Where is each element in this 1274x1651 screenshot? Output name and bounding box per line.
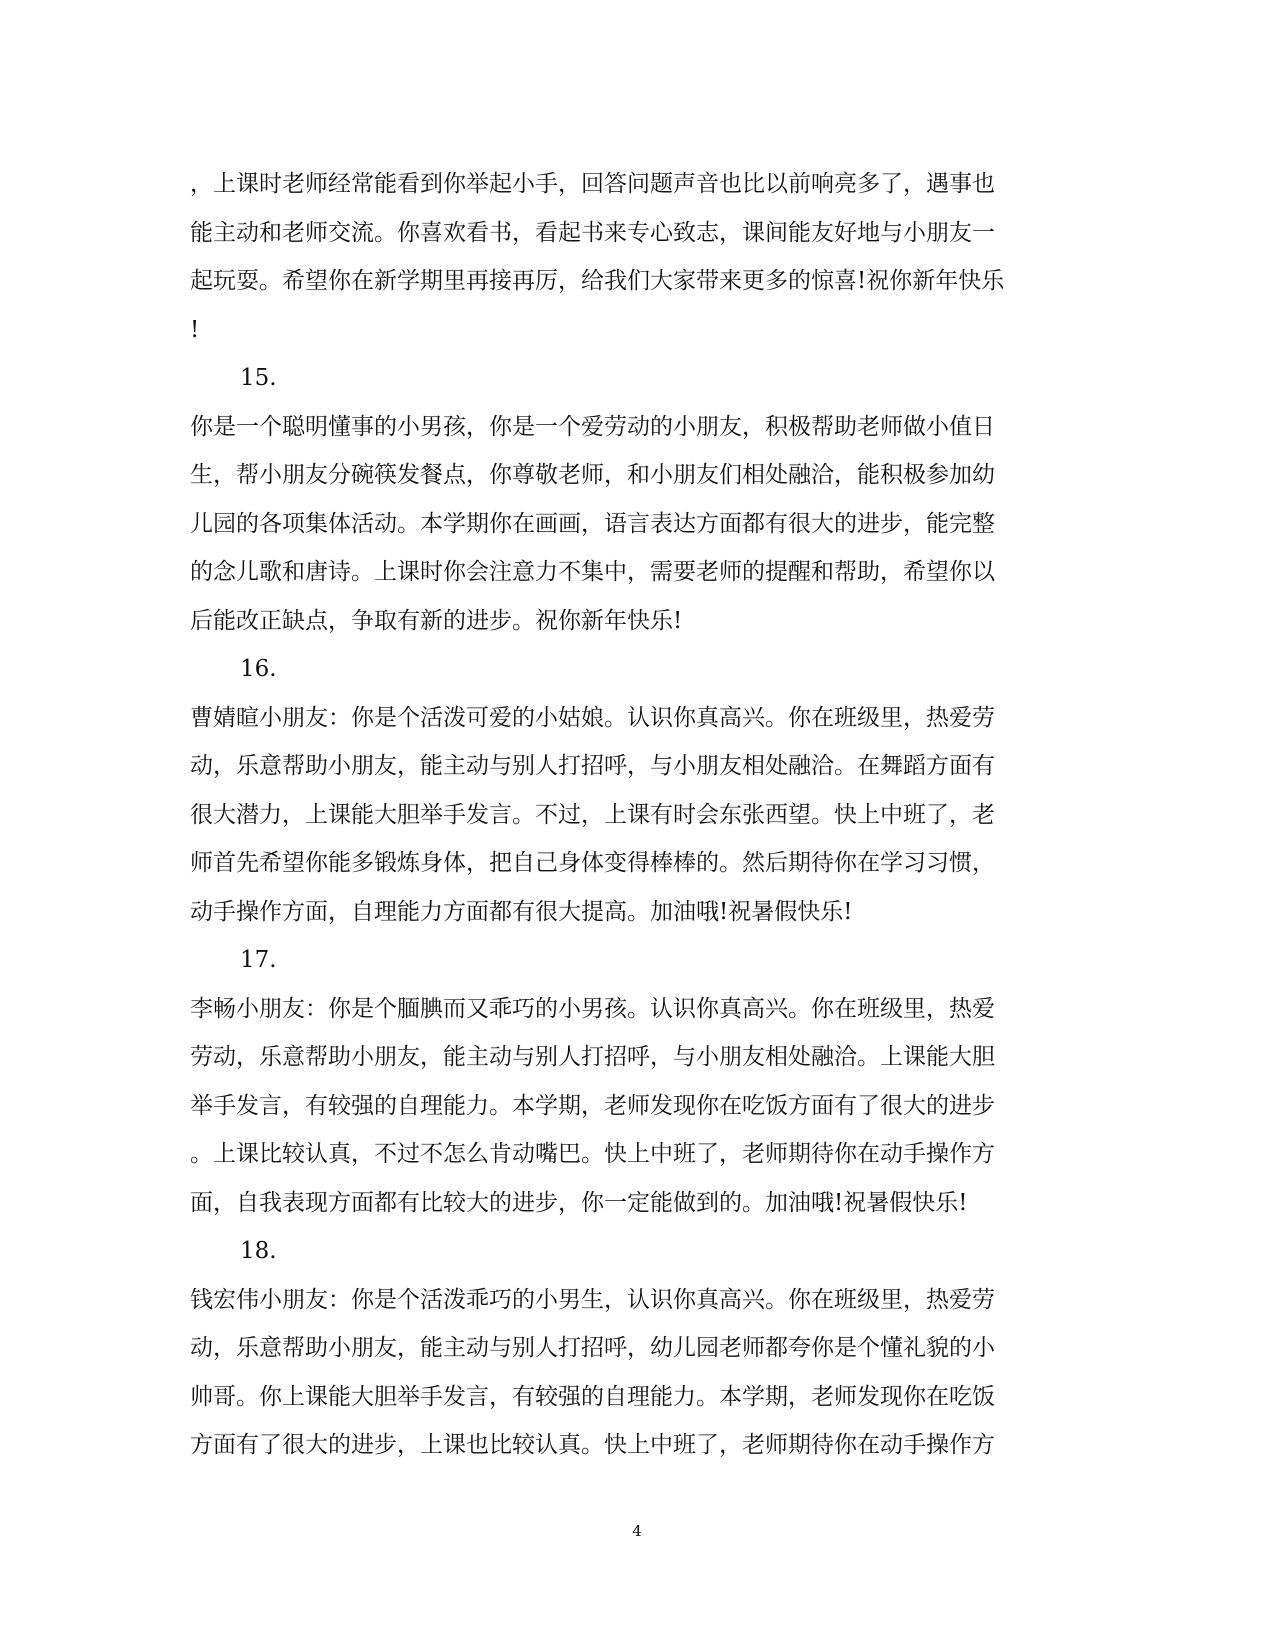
text-line: 动手操作方面，自理能力方面都有很大提高。加油哦!祝暑假快乐! [190,898,853,925]
item-number: 17. [240,947,277,973]
text-line: 后能改正缺点，争取有新的进步。祝你新年快乐! [190,607,683,634]
item-number: 15. [240,365,277,391]
text-line: 举手发言，有较强的自理能力。本学期，老师发现你在吃饭方面有了很大的进步 [190,1092,995,1119]
text-line: 曹婧暄小朋友：你是个活泼可爱的小姑娘。认识你真高兴。你在班级里，热爱劳 [190,704,995,731]
text-line: 师首先希望你能多锻炼身体，把自己身体变得棒棒的。然后期待你在学习习惯， [190,850,995,876]
text-line: 动，乐意帮助小朋友，能主动与别人打招呼，幼儿园老师都夸你是个懂礼貌的小 [190,1335,995,1361]
text-line: 动，乐意帮助小朋友，能主动与别人打招呼，与小朋友相处融洽。在舞蹈方面有 [190,753,995,779]
text-line: 李畅小朋友：你是个腼腆而又乖巧的小男孩。认识你真高兴。你在班级里，热爱 [190,995,995,1022]
text-line: 。上课比较认真，不过不怎么肯动嘴巴。快上中班了，老师期待你在动手操作方 [190,1141,995,1167]
text-line: 你是一个聪明懂事的小男孩，你是一个爱劳动的小朋友，积极帮助老师做小值日 [190,413,995,440]
item-number: 18. [240,1238,277,1264]
text-line: 儿园的各项集体活动。本学期你在画画，语言表达方面都有很大的进步，能完整 [190,510,995,537]
item-number: 16. [240,656,277,682]
text-line: ! [190,316,200,343]
text-line: ，上课时老师经常能看到你举起小手，回答问题声音也比以前响亮多了，遇事也 [190,171,995,197]
text-line: 帅哥。你上课能大胆举手发言，有较强的自理能力。本学期，老师发现你在吃饭 [190,1383,995,1410]
page-number: 4 [632,1522,642,1540]
text-line: 面，自我表现方面都有比较大的进步，你一定能做到的。加油哦!祝暑假快乐! [190,1189,968,1216]
text-line: 很大潜力，上课能大胆举手发言。不过，上课有时会东张西望。快上中班了，老 [190,801,995,828]
text-line: 起玩耍。希望你在新学期里再接再厉，给我们大家带来更多的惊喜!祝你新年快乐 [190,268,1005,294]
text-line: 钱宏伟小朋友：你是个活泼乖巧的小男生，认识你真高兴。你在班级里，热爱劳 [190,1286,995,1313]
text-line: 方面有了很大的进步，上课也比较认真。快上中班了，老师期待你在动手操作方 [190,1432,995,1458]
document-body [190,160,1090,1470]
text-line: 的念儿歌和唐诗。上课时你会注意力不集中，需要老师的提醒和帮助，希望你以 [190,559,995,585]
text-line: 劳动，乐意帮助小朋友，能主动与别人打招呼，与小朋友相处融洽。上课能大胆 [190,1044,995,1070]
text-line: 生，帮小朋友分碗筷发餐点，你尊敬老师，和小朋友们相处融洽，能积极参加幼 [190,462,995,488]
text-line: 能主动和老师交流。你喜欢看书，看起书来专心致志，课间能友好地与小朋友一 [190,219,995,246]
